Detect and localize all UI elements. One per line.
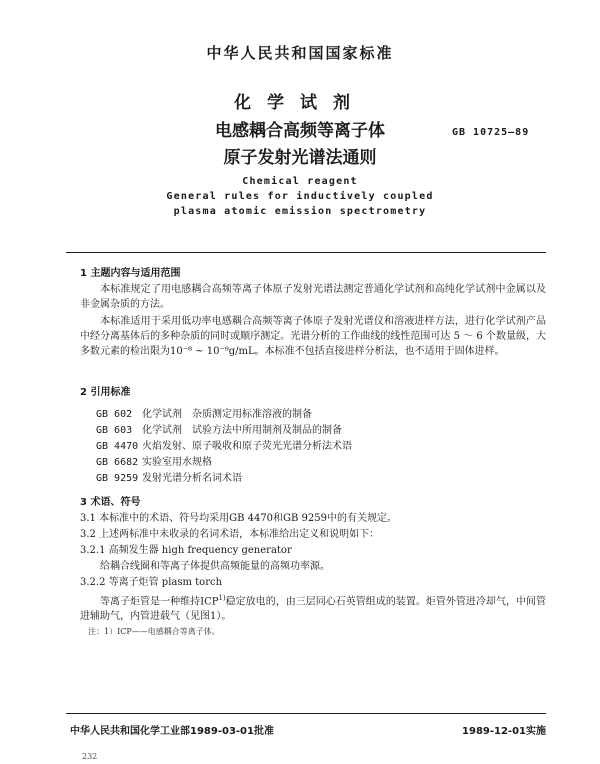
section-1-paragraph-2 xyxy=(80,314,546,359)
reference-code: GB 9259 xyxy=(96,473,139,484)
english-title-line-2: General rules for inductively coupled xyxy=(166,191,434,202)
clause-3-2: 3.2 上述两标准中未收录的名词术语，本标准给出定义和说明如下： xyxy=(80,529,380,540)
clause-3-2-2-text-a: 等离子炬管是一种维持ICP xyxy=(100,596,219,608)
clause-3-2-1-definition: 给耦合线圈和等离子体提供高频能量的高频功率源。 xyxy=(100,561,330,572)
reference-item xyxy=(96,405,312,420)
reference-title: 火焰发射、原子吸收和原子荧光光谱分析法术语 xyxy=(142,441,352,452)
title-line-3: 原子发射光谱法通则 xyxy=(223,148,377,168)
english-title-line-3: plasma atomic emission spectrometry xyxy=(173,206,427,217)
top-rule xyxy=(66,252,546,253)
standard-number: GB 10725—89 xyxy=(452,127,530,138)
title-line-1: 化学试剂 xyxy=(234,93,366,113)
reference-code: GB 603 xyxy=(96,425,133,436)
page-number: 232 xyxy=(82,752,98,761)
bottom-rule xyxy=(66,713,546,714)
reference-item xyxy=(96,453,212,468)
reference-item xyxy=(96,421,342,436)
reference-code: GB 6682 xyxy=(96,457,139,468)
section-3-heading: 3 术语、符号 xyxy=(80,497,141,508)
clause-3-2-2-text xyxy=(80,591,546,624)
section-2-heading: 2 引用标准 xyxy=(80,387,131,398)
reference-code: GB 4470 xyxy=(96,441,139,452)
footnote-marker: 1) xyxy=(218,594,226,602)
clause-3-1: 3.1 本标准中的术语、符号均采用GB 4470和GB 9259中的有关规定。 xyxy=(80,513,398,524)
section-1-paragraph-1-text: 本标准规定了用电感耦合高频等离子体原子发射光谱法测定普通化学试剂和高纯化学试剂中金属以及非金属杂质的方法。 xyxy=(80,284,546,310)
reference-title: 化学试剂 试验方法中所用制剂及制品的制备 xyxy=(142,425,342,436)
reference-title: 实验室用水规格 xyxy=(142,457,212,468)
clause-3-2-2-text-b: 稳定放电的，由三层同心石英管组成的装置。炬管外管进冷却气，中间管进辅助气，内管进载气（见图1）。 xyxy=(80,596,546,623)
section-1-paragraph-1 xyxy=(80,282,546,312)
section-1-heading: 1 主题内容与适用范围 xyxy=(80,268,181,279)
title-line-2: 电感耦合高频等离子体 xyxy=(215,121,385,141)
section-1-paragraph-2-text: 本标准适用于采用低功率电感耦合高频等离子体原子发射光谱仪和溶液进样方法，进行化学试剂产品中经分离基体后的多种杂质的同时或顺序测定。光谱分析的工作曲线的线性范围可达 5 ～ 6 个数量级，大多数元素的检出限为10⁻⁸ ~ 10⁻⁹g/mL。本标准不包括直接进样分析法，也不适用于固体进样。 xyxy=(80,316,546,357)
reference-title: 化学试剂 杂质测定用标准溶液的制备 xyxy=(142,409,312,420)
reference-title: 发射光谱分析名词术语 xyxy=(142,473,242,484)
issued-by: 中华人民共和国化学工业部1989-03-01批准 xyxy=(70,726,274,737)
standard-type: 中华人民共和国国家标准 xyxy=(206,44,394,62)
english-title-line-1: Chemical reagent xyxy=(242,176,358,187)
implementation-date: 1989-12-01实施 xyxy=(462,726,546,737)
reference-item xyxy=(96,469,242,484)
footnote: 注：1）ICP——电感耦合等离子体。 xyxy=(88,627,220,636)
clause-3-2-1-title: 3.2.1 高频发生器 high frequency generator xyxy=(80,545,292,556)
clause-3-2-2-title: 3.2.2 等离子炬管 plasm torch xyxy=(80,577,223,588)
clause-3-2-1-text xyxy=(80,559,546,574)
reference-item xyxy=(96,437,352,452)
reference-code: GB 602 xyxy=(96,409,133,420)
